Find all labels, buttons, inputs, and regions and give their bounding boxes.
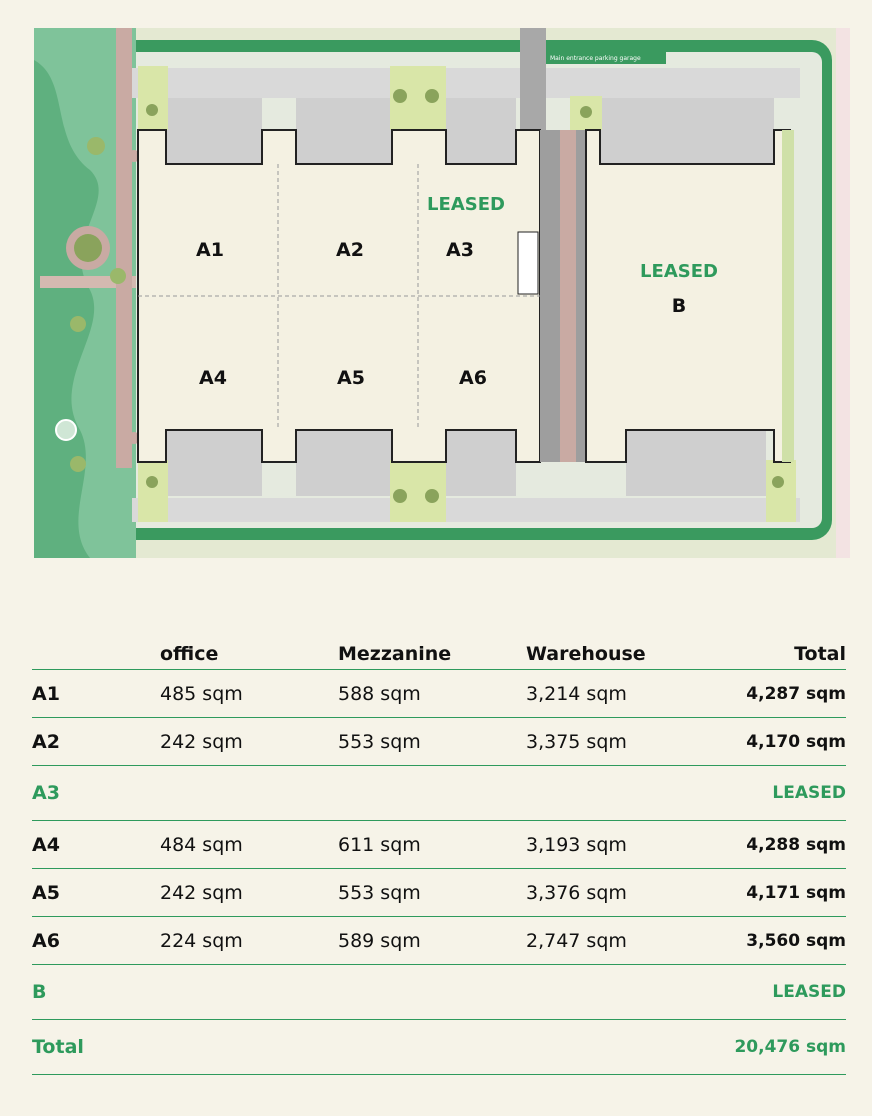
courtyard (766, 460, 796, 522)
row-office: 224 sqm (160, 929, 243, 952)
unit-a6-label: A6 (459, 367, 487, 389)
dock-zone (166, 98, 262, 164)
row-name: A3 (32, 782, 60, 804)
header-total: Total (794, 643, 846, 665)
building-a (138, 130, 540, 462)
unit-b-label: B (671, 295, 687, 317)
row-mezzanine: 553 sqm (338, 730, 421, 753)
row-mezzanine: 589 sqm (338, 929, 421, 952)
tree-icon (580, 106, 592, 118)
tree-icon (70, 456, 86, 472)
table-row (32, 869, 846, 917)
site-edge (836, 28, 850, 558)
unit-a3-label: A3 (446, 239, 474, 261)
row-total: LEASED (772, 783, 846, 803)
row-warehouse: 2,747 sqm (526, 929, 627, 952)
tree-icon (70, 316, 86, 332)
row-mezzanine: 588 sqm (338, 682, 421, 705)
tree-icon (393, 489, 407, 503)
unit-a5-label: A5 (337, 367, 365, 389)
tree-icon (425, 489, 439, 503)
bottom-road (132, 498, 800, 522)
row-warehouse: 3,193 sqm (526, 833, 627, 856)
row-name: A2 (32, 730, 60, 753)
tree-icon (146, 104, 158, 116)
stair-block (518, 232, 538, 294)
unit-a2-label: A2 (336, 239, 364, 261)
row-office: 242 sqm (160, 881, 243, 904)
tree-icon (772, 476, 784, 488)
total-value: 20,476 sqm (734, 1037, 846, 1057)
total-label: Total (32, 1036, 84, 1058)
row-name: A1 (32, 682, 60, 705)
row-total: 4,170 sqm (746, 731, 846, 752)
row-total: 4,288 sqm (746, 834, 846, 855)
row-total: LEASED (772, 982, 846, 1002)
row-warehouse: 3,375 sqm (526, 730, 627, 753)
row-name: B (32, 981, 47, 1003)
row-office: 484 sqm (160, 833, 243, 856)
unit-a4-label: A4 (199, 367, 227, 389)
row-office: 485 sqm (160, 682, 243, 705)
footpath-vertical (116, 28, 132, 468)
table-row (32, 917, 846, 965)
row-mezzanine: 553 sqm (338, 881, 421, 904)
row-warehouse: 3,214 sqm (526, 682, 627, 705)
header-office: office (160, 643, 219, 665)
top-road (132, 68, 800, 98)
courtyard (138, 66, 168, 130)
dock-zone (446, 430, 516, 496)
table-row (32, 670, 846, 718)
row-name: A6 (32, 929, 60, 952)
row-total: 4,287 sqm (746, 683, 846, 704)
walkway (560, 130, 576, 462)
tree-icon (87, 137, 105, 155)
header-mezzanine: Mezzanine (338, 643, 452, 665)
row-office: 242 sqm (160, 730, 243, 753)
dock-zone (296, 98, 392, 164)
table-total-row (32, 1020, 846, 1075)
table-row (32, 718, 846, 766)
dock-zone (446, 98, 516, 164)
row-total: 3,560 sqm (746, 930, 846, 951)
building-b (586, 130, 790, 462)
area-table (32, 630, 846, 1075)
green-strip (782, 130, 794, 462)
table-row (32, 965, 846, 1020)
tree-icon (146, 476, 158, 488)
tree-icon (425, 89, 439, 103)
table-header (32, 630, 846, 670)
row-mezzanine: 611 sqm (338, 833, 421, 856)
tree-icon (74, 234, 102, 262)
unit-b-leased: LEASED (640, 261, 718, 282)
tree-icon (110, 268, 126, 284)
table-row (32, 821, 846, 869)
row-warehouse: 3,376 sqm (526, 881, 627, 904)
dock-zone (296, 430, 392, 496)
courtyard (138, 460, 168, 522)
unit-a3-leased: LEASED (427, 194, 505, 215)
table-row (32, 766, 846, 821)
row-name: A4 (32, 833, 60, 856)
tree-icon (393, 89, 407, 103)
pond-icon (56, 420, 76, 440)
unit-a1-label: A1 (196, 239, 224, 261)
dock-zone (626, 430, 766, 496)
dock-zone (166, 430, 262, 496)
entrance-label: Main entrance parking garage (550, 55, 641, 62)
header-warehouse: Warehouse (526, 643, 646, 665)
row-name: A5 (32, 881, 60, 904)
row-total: 4,171 sqm (746, 882, 846, 903)
dock-zone (600, 98, 774, 164)
